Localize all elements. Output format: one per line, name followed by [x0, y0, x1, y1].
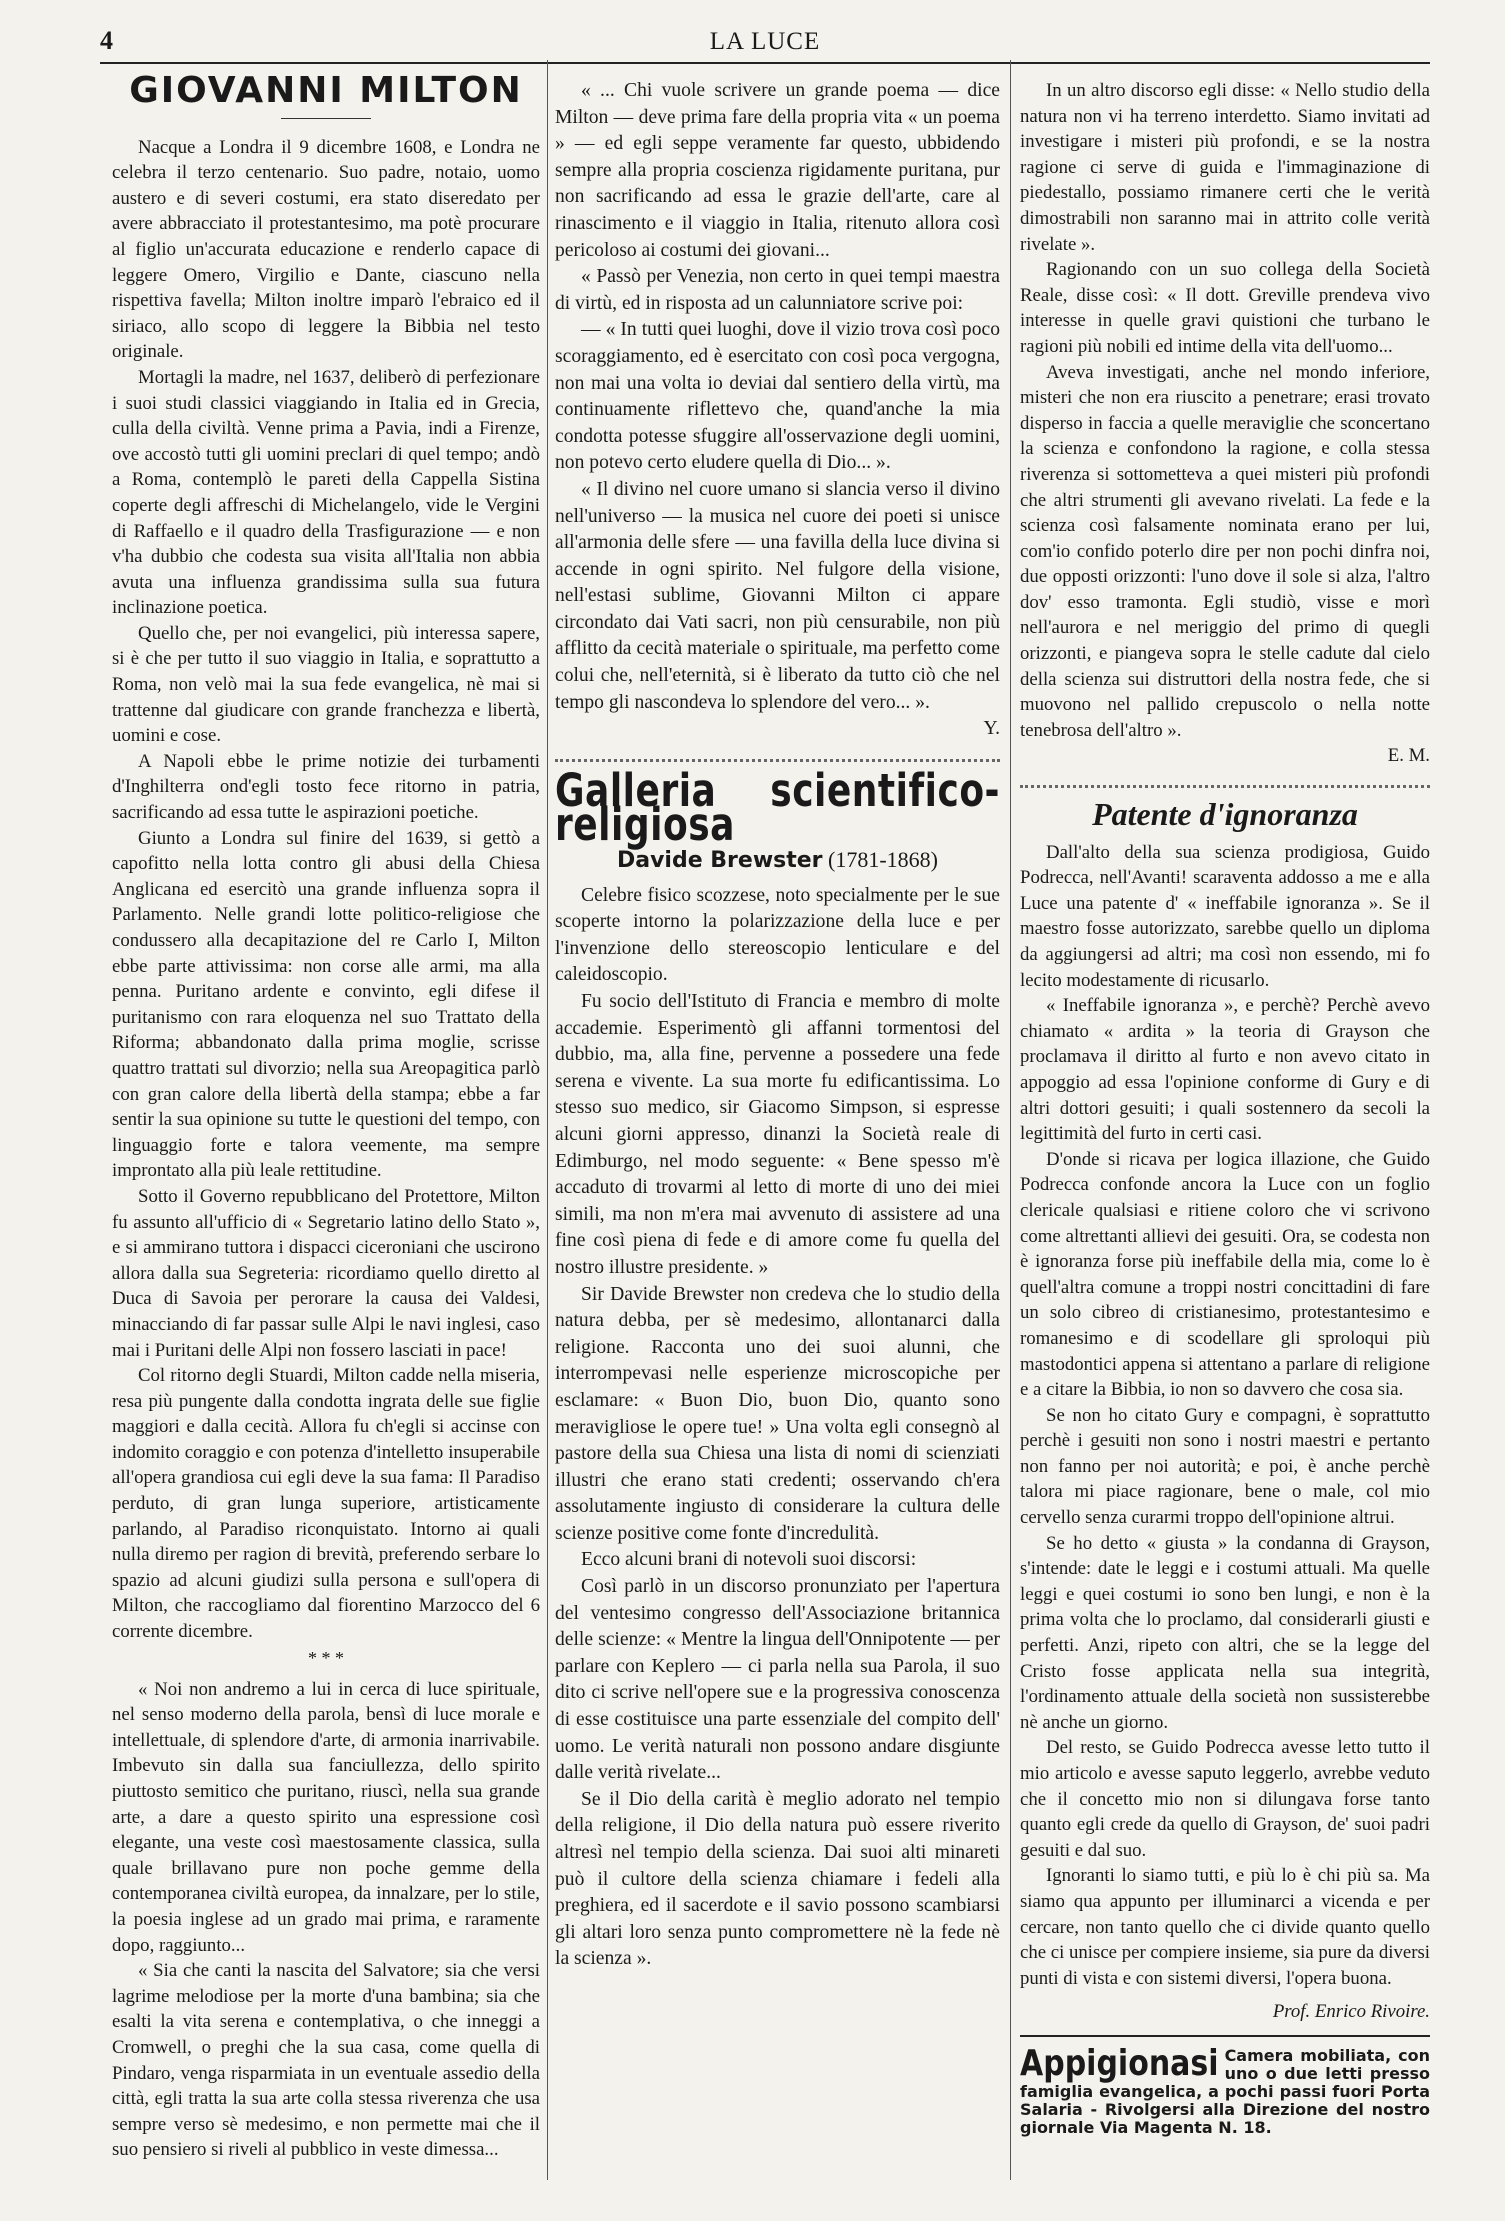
title-rule — [281, 118, 371, 119]
patente-paragraph: Dall'alto della sua scienza prodigiosa, Guido Podrecca, nell'Avanti! scaraventa addosso a me e alla Luce una patente d' « ineffabile ignoranza ». Se il maestro fosse autorizzato, sarebbe quello un diploma da aggiungersi ad altri; ma così non essendo, mi fo lecito modestamente di ricusarlo. — [1020, 841, 1430, 991]
patente-paragraph: Del resto, se Guido Podrecca avesse letto tutto il mio articolo e avesse saputo leggerlo, avrebbe veduto che il concetto mio non si dilungava forse tanto quanto egli crede da quello di Grayson, de' suoi padri gesuiti e dal suo. — [1020, 1737, 1430, 1861]
column-divider — [547, 60, 548, 2180]
patente-paragraph: Se non ho citato Gury e compagni, è soprattutto perchè i gesuiti non sono i nostri maestri e pertanto non fanno per noi autorità; e poi, è anche perchè talora mi piace ragionare, bene o male, col mio cervello senza curarmi troppo dell'opinione altrui. — [1020, 1404, 1430, 1529]
galleria-signature: E. M. — [1387, 745, 1430, 767]
milton-paragraph: Sotto il Governo repubblicano del Protettore, Milton fu assunto all'ufficio di « Segretario latino dello Stato », e si ammirano tuttora i dispacci ciceroniani che uscirono allora dalla sua Segreteria: ricordiamo quello diretto al Duca di Savoia per perorare la causa dei Valdesi, minacciando di far passar sulle Alpi le navi inglesi, caso mai i Puritani delle Alpi non fossero lasciati in pace! — [112, 1185, 540, 1361]
page-header — [100, 22, 1430, 62]
milton-quote-paragraph: « Noi non andremo a lui in cerca di luce spirituale, nel senso moderno della parola, bensì di luce morale e intellettuale, di splendore d'arte, di armonia inarrivabile. Imbevuto sin dalla sua fanciullezza, dello spirito piuttosto semitico che puritano, riuscì, nella sua grande arte, a dare a questo spirito una espressione così elegante, una veste così maestosamente classica, sulla quale brillavano pure non poche gemme della contemporanea civiltà europea, da innalzare, per lo stile, la poesia inglese ad un grado mai prima, e raramente dopo, raggiunto... — [112, 1678, 540, 1956]
page-number: 4 — [100, 26, 113, 55]
galleria-paragraph: Ragionando con un suo collega della Società Reale, disse così: « Il dott. Greville prendeva vivo interesse in quelle gravi quistioni che turbano le ragioni più nobili ed intime della vita dell'uomo... — [1020, 259, 1430, 357]
milton-paragraph: Col ritorno degli Stuardi, Milton cadde nella miseria, resa più pungente dalla condotta ingrata delle sue figlie maggiori e dalla cecità. Allora fu ch'egli si accinse con indomito coraggio e con potenza d'intelletto insuperabile all'opera grandiosa cui egli deve la sua fama: Il Paradiso perduto, di gran lunga superiore, artisticamente parlando, al Paradiso riconquistato. Intorno ai quali nulla diremo per ragion di brevità, preferendo serbare lo spazio ad alcuni giudizi sulla persona e sull'opera di Milton, che raccogliamo dal fiorentino Marzocco del 6 corrente dicembre. — [112, 1365, 540, 1643]
brewster-name: Davide Brewster — [616, 848, 823, 874]
ad-lead: Appigionasi — [1020, 2042, 1219, 2085]
patente-signature: Prof. Enrico Rivoire. — [1272, 2001, 1430, 2023]
galleria-paragraph: Celebre fisico scozzese, noto specialmente per le sue scoperte intorno la polarizzazione della luce e per l'invenzione dello stereoscopio lenticulare e del caleidoscopio. — [555, 884, 1000, 986]
section-divider — [1020, 779, 1430, 788]
milton-signature: Y. — [983, 718, 1000, 740]
column-3 — [1020, 78, 1430, 2137]
milton-paragraph: Quello che, per noi evangelici, più interessa sapere, si è che per tutto il suo viaggio in Italia, e soprattutto a Roma, non velò mai la sua fede evangelica, nè mai si trattenne dal giudicare con grande franchezza e libertà, uomini e cose. — [112, 622, 540, 747]
patente-paragraph: D'onde si ricava per logica illazione, che Guido Podrecca confonde ancora la Luce con un foglio clericale qualsiasi e ritiene coloro che vi scrivono come altrettanti allievi dei gesuiti. Ora, se codesta non è ignoranza forse più ineffabile della mia, come lo è quell'altra comune a troppi nostri concittadini di fare un solo cibreo di cristianesimo, protestantesimo e romanesimo e di scodellare gli sproloqui più mastodontici appena si attentano a parlare di religione e a citare la Bibbia, io non so davvero che cosa sia. — [1020, 1148, 1430, 1401]
newspaper-title: LA LUCE — [709, 28, 821, 55]
milton-quote-paragraph: — « In tutti quei luoghi, dove il vizio trova così poco scoraggiamento, ed è esercitato con così poca vergogna, non mai una volta io deviai dal sentiero della virtù, ma continuamente riflettevo che, quand'anche la mia condotta potesse sfuggire all'osservazione degli uomini, non potevo certo eludere quella di Dio... ». — [555, 319, 1000, 474]
column-1 — [112, 70, 540, 2163]
galleria-paragraph: Fu socio dell'Istituto di Francia e membro di molte accademie. Esperimentò gli affanni tormentosi del dubbio, ma, alla fine, pervenne a possedere una fede serena e vivente. La sua morte fu edificantissima. Lo stesso suo medico, sir Giacomo Simpson, si espresse alcuni giorni appresso, dinanzi la Società reale di Edimburgo, nel modo seguente: « Bene spesso m'è accaduto di trovarmi al letto di morte di uno dei miei simili, ma non m'era mai avvenuto di assistere ad una fine così piena di fede e di amore come fu quella del nostro illustre presidente. » — [555, 991, 1000, 1278]
galleria-paragraph: Se il Dio della carità è meglio adorato nel tempio della religione, il Dio della natura può essere riverito altresì nel tempio della scienza. Dai suoi alti minareti può il cultore della scienza chiamare i fedeli alla preghiera, ed il sacerdote e il savio possono scambiarsi gli altari loro senza punto compromettere nè la fede nè la scienza ». — [555, 1788, 1000, 1970]
brewster-dates: (1781-1868) — [828, 847, 939, 873]
galleria-title: Galleria scientifico-religiosa — [555, 765, 1000, 851]
asterism: * * * — [308, 1647, 344, 1668]
ad-text: Camera mobiliata, con uno o due letti presso famiglia evangelica, a pochi passi fuori Porta Salaria - Rivolgersi alla Direzione del nostro giornale Via Magenta N. 18. — [1020, 2045, 1430, 2137]
galleria-paragraph: Così parlò in un discorso pronunziato per l'apertura del ventesimo congresso dell'Associazione britannica delle scienze: « Mentre la lingua dell'Onnipotente — per parlare con Keplero — ci parla nella sua Parola, il suo dito ci scrive nell'opere sue e la progressiva conoscenza di esse costituisce una parte essenziale del compito dell' uomo. Le verità naturali non possono andare disgiunte dalle verità rivelate... — [555, 1576, 1000, 1784]
galleria-paragraph: Sir Davide Brewster non credeva che lo studio della natura debba, per sè medesimo, allontanarci dalla religione. Racconta uno dei suoi alunni, che interrompevasi nelle esperienze microscopiche per esclamare: « Buon Dio, buon Dio, quanto sono meravigliose le opere tue! » Una volta egli consegnò al pastore della sua Chiesa una lista di nomi di scienziati illustri che erano stati credenti; osservando ch'era assolutamente ingiusto di considerare la cultura delle scienze positive come fonte d'incredulità. — [555, 1283, 1000, 1544]
milton-paragraph: Mortagli la madre, nel 1637, deliberò di perfezionare i suoi studi classici viaggiando in Italia ed in Grecia, culla della civiltà. Venne prima a Pavia, indi a Firenze, ove accostò tutti gli uomini preclari di quel tempo; andò a Roma, contemplò le pareti della Cappella Sistina coperte degli affreschi di Michelangelo, vide le Vergini di Raffaello e il quadro della Trasfigurazione — e non v'ha dubbio che codesta sua visita all'Italia non abbia avuta una influenza grandissima sulla sua futura inclinazione poetica. — [112, 366, 540, 619]
patente-paragraph: Se ho detto « giusta » la condanna di Grayson, s'intende: date le leggi e i costumi attuali. Ma quelle leggi e quei costumi io sono ben lungi, e non è la prima volta che lo proclamo, dal considerarli giusti e perfetti. Anzi, ripeto con altri, che se la legge del Cristo fosse applicata nella sua integrità, l'ordinamento attuale della società non sussisterebbe nè anche un giorno. — [1020, 1532, 1430, 1733]
column-2 — [555, 78, 1000, 1973]
milton-title: GIOVANNI MILTON — [129, 70, 523, 111]
section-divider — [555, 753, 1000, 762]
galleria-paragraph: Ecco alcuni brani di notevoli suoi discorsi: — [581, 1549, 917, 1571]
milton-quote-paragraph: « Sia che canti la nascita del Salvatore; sia che versi lagrime melodiose per la morte d'una bambina; sia che esalti la vita serena e contemplativa, o che inneggi a Cromwell, o preghi che la sua casa, come quella di Pindaro, venga risparmiata in un eventuale assedio della città, egli tratta la sua arte colla stessa riverenza che usa sempre verso sè medesimo, e non permette mai che il suo pensiero si riveli al pubblico in veste dimessa... — [112, 1960, 540, 2161]
patente-title: Patente d'ignoranza — [1092, 796, 1358, 833]
galleria-paragraph: Aveva investigati, anche nel mondo inferiore, misteri che non era riuscito a penetrare; erasi trovato disperso in faccia a quelle meraviglie che sconcertano la scienza e confondono la ragione, e colla stessa riverenza si sottometteva a quei misteri più profondi che altri strumenti gli avevano rivelati. La fede e la scienza così falsamente nominata erano per lui, com'io confido poterlo dire per non pochi dinfra noi, due opposti orizzonti: l'uno dove il sole si alza, l'altro dov' esso tramonta. Egli studiò, visse e morì nell'aurora e nel meriggio del primo di quegli orizzonti, e piangeva sopra le stelle cadute dal cielo della scienza sui distruttori della nostra fede, che si muovono nel pallido crepuscolo o nella notte tenebrosa dell'altro ». — [1020, 361, 1430, 741]
galleria-paragraph: In un altro discorso egli disse: « Nello studio della natura non vi ha terreno interdetto. Siamo invitati ad investigare i misteri più profondi, e se la nostra ragione ci serve di guida e l'immaginazione di piedestallo, possiamo rimanere certi che le verità dimostrabili non saranno mai in attrito colle verità rivelate ». — [1020, 80, 1430, 255]
milton-paragraph: A Napoli ebbe le prime notizie dei turbamenti d'Inghilterra ond'egli tosto fece ritorno in patria, sacrificando ad essa tutte le aspirazioni poetiche. — [112, 750, 540, 824]
classified-ad — [1020, 2035, 1430, 2137]
milton-quote-paragraph: « Passò per Venezia, non certo in quei tempi maestra di virtù, ed in risposta ad un calunniatore scrive poi: — [555, 266, 1000, 314]
patente-paragraph: Ignoranti lo siamo tutti, e più lo è chi più sa. Ma siamo qua appunto per illuminarci a vicenda e per cercare, non tanto quello che ci divide quanto quello che ci unisce per compiere insieme, sia pure da diversi punti di vista e con sistemi diversi, l'opera buona. — [1020, 1865, 1430, 1989]
milton-quote-paragraph: « ... Chi vuole scrivere un grande poema — dice Milton — deve prima fare della propria vita « un poema » — ed egli seppe veramente far questo, ubbidendo sempre alla propria coscienza rigidamente puritana, pur non sacrificando ad essa le grazie dell'arte, care al rinascimento e il viaggio in Italia, ritenuto allora così pericoloso ai costumi dei giovani... — [555, 80, 1000, 261]
patente-paragraph: « Ineffabile ignoranza », e perchè? Perchè avevo chiamato « ardita » la teoria di Grayson che proclamava il diritto al furto e non avevo citato in appoggio ad essa l'opinione conforme di Gury e di altri dottori gesuiti; i quali sostennero da secoli la legittimità del furto in certi casi. — [1020, 995, 1430, 1145]
milton-paragraph: Giunto a Londra sul finire del 1639, si gettò a capofitto nella lotta contro gli abusi della Chiesa Anglicana ed esercitò una grande influenza sopra il Parlamento. Nelle grandi lotte politico-religiose che condussero alla decapitazione del re Carlo I, Milton ebbe parte attivissima: non corse alle armi, ma alla penna. Puritano ardente e convinto, egli difese il puritanismo con rara eloquenza nel suo Trattato della Riforma; abbandonato dalla prima moglie, scrisse quattro trattati sul divorzio; nella sua Areopagitica parlò con gran calore della libertà della stampa; ebbe a far sentir la sua opinione su tutte le questioni del tempo, con linguaggio forte e talora veemente, ma sempre improntato alla più leale rettitudine. — [112, 827, 540, 1182]
milton-paragraph: Nacque a Londra il 9 dicembre 1608, e Londra ne celebra il terzo centenario. Suo padre, notaio, uomo austero e di severi costumi, era stato diseredato per avere abbracciato il protestantesimo, ma potè procurare al figlio un'accurata educazione e renderlo capace di leggere Omero, Virgilio e Dante, ciascuno nella rispettiva favella; Milton inoltre imparò l'ebraico ed il siriaco, allo scopo di leggere la Bibbia nel testo originale. — [112, 136, 540, 363]
header-rule — [100, 62, 1430, 64]
milton-quote-paragraph: « Il divino nel cuore umano si slancia verso il divino nell'universo — la musica nel cuore dei poeti si unisce all'armonia delle sfere — una favilla della luce divina si accende in ogni spirito. Nel fulgore della visione, nell'estasi sublime, Giovanni Milton ci appare circondato dai Vati sacri, non più censurabile, non più afflitto da cecità materiale o spirituale, ma perfetto come colui che, nell'eternità, si è liberato da tutto ciò che nel tempo gli nascondeva lo splendore del vero... ». — [555, 478, 1000, 713]
column-divider — [1010, 60, 1011, 2180]
